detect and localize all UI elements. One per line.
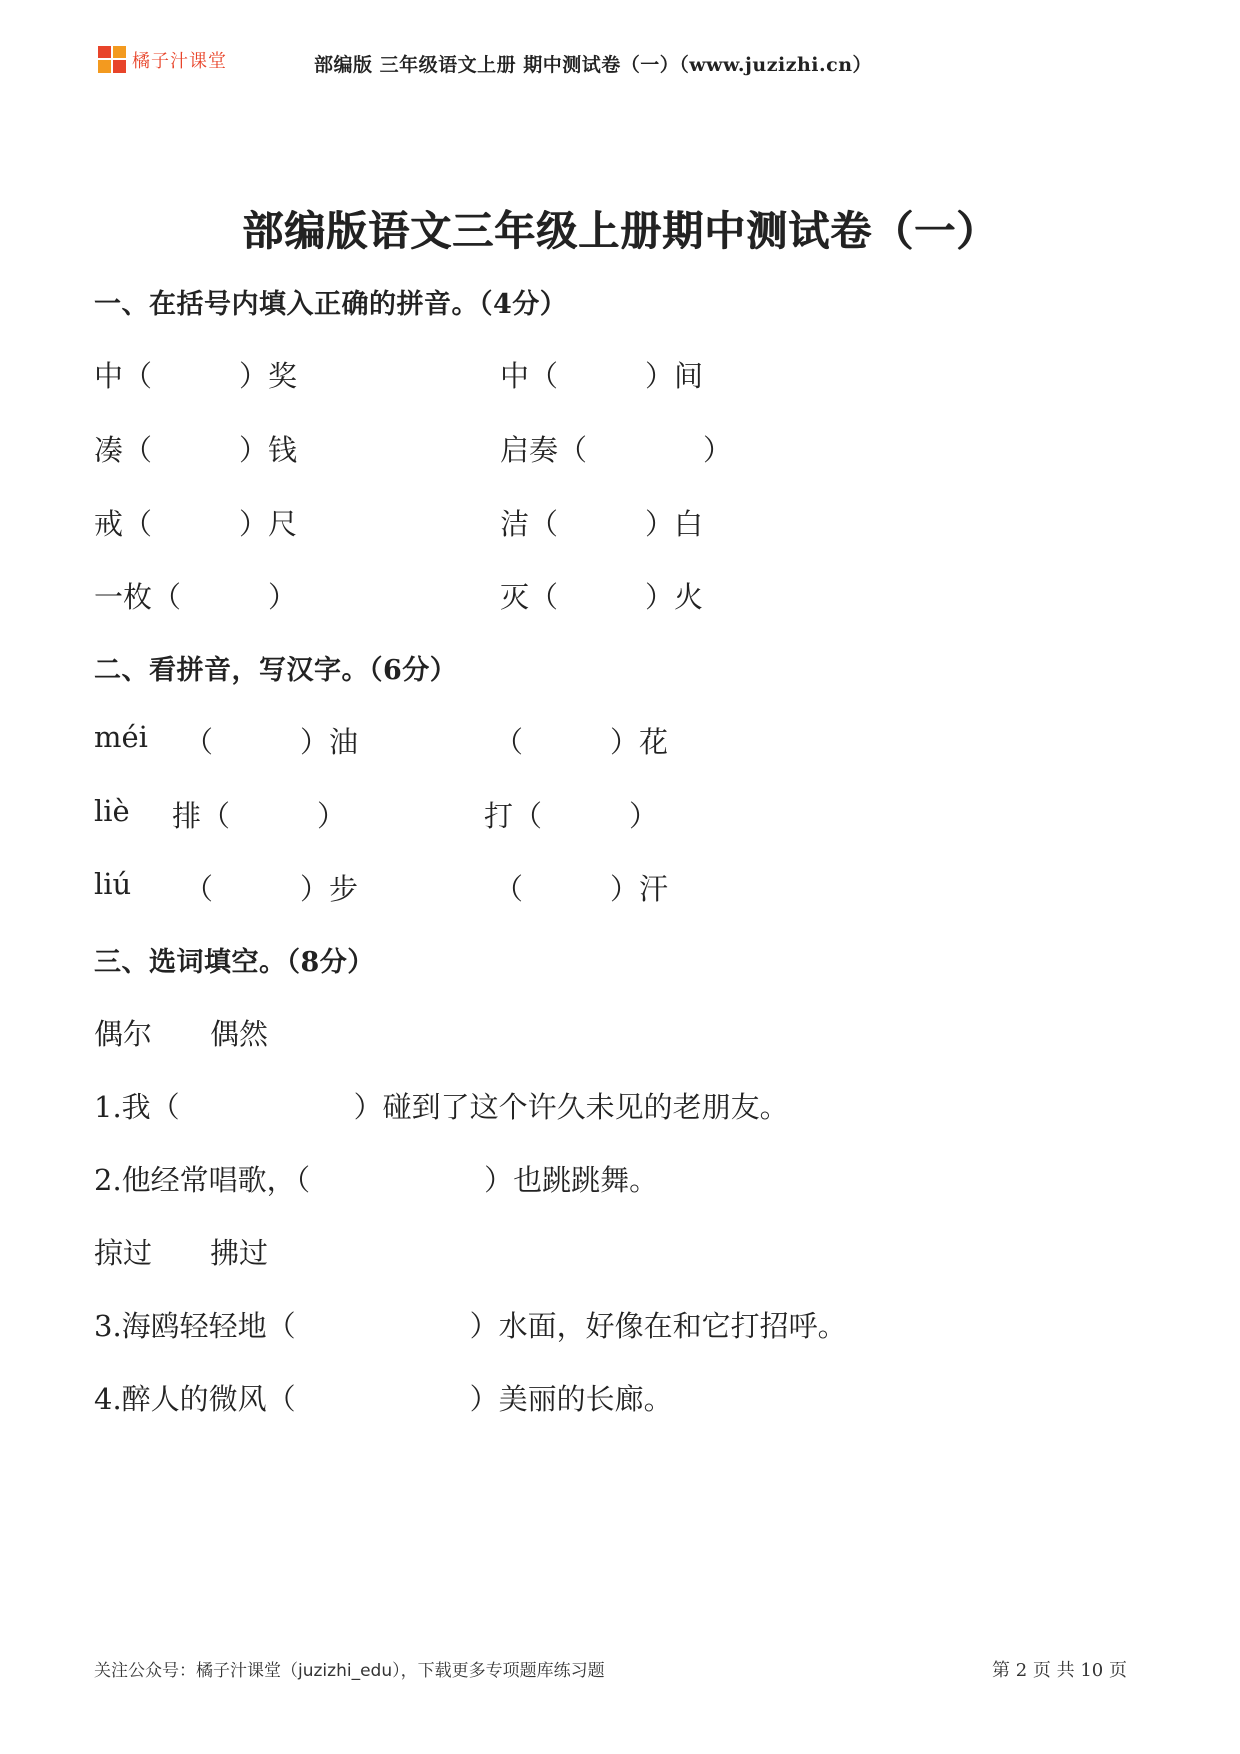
section-2-heading: 二、看拼音，写汉字。（6分） (94, 655, 458, 686)
page-title: 部编版语文三年级上册期中测试卷（一） (242, 207, 998, 255)
question-2: 2.他经常唱歌，（ ）也跳跳舞。 (94, 1163, 659, 1197)
pinyin-item: 洁（ ）白 (500, 507, 704, 541)
pinyin-item: 灭（ ）火 (500, 580, 704, 614)
pinyin-label: liú (94, 867, 132, 901)
pinyin-item: 中（ ）奖 (94, 359, 298, 393)
page-header (98, 42, 1158, 82)
question-3: 3.海鸥轻轻地（ ）水面，好像在和它打招呼。 (94, 1309, 847, 1343)
hanzi-item: 打（ ） (484, 799, 659, 833)
question-1: 1.我（ ）碰到了这个许久未见的老朋友。 (94, 1090, 789, 1124)
pinyin-item: 中（ ）间 (500, 359, 704, 393)
pinyin-item: 戒（ ）尺 (94, 507, 298, 541)
section-3-heading: 三、选词填空。（8分） (94, 947, 375, 978)
header-title: 部编版 三年级语文上册 期中测试卷（一）（www.juzizhi.cn） (314, 54, 873, 76)
pinyin-item: 凑（ ）钱 (94, 433, 298, 467)
pinyin-item: 启奏（ ） (500, 433, 733, 467)
logo-icon (98, 46, 128, 74)
question-4: 4.醉人的微风（ ）美丽的长廊。 (94, 1382, 673, 1416)
pinyin-label: méi (94, 720, 148, 754)
brand-logo (98, 46, 227, 74)
pinyin-item: 一枚（ ） (94, 580, 298, 614)
pinyin-label: liè (94, 794, 130, 828)
word-choices: 偶尔 偶然 (94, 1017, 269, 1051)
logo-text: 橘子汁课堂 (132, 51, 227, 72)
hanzi-item: （ ）步 (184, 872, 359, 906)
hanzi-item: 排（ ） (172, 799, 347, 833)
word-choices: 掠过 拂过 (94, 1236, 269, 1270)
hanzi-item: （ ）油 (184, 725, 359, 759)
hanzi-item: （ ）花 (494, 725, 669, 759)
footer-promo: 关注公众号：橘子汁课堂（juzizhi_edu），下载更多专项题库练习题 (94, 1661, 605, 1681)
section-1-heading: 一、在括号内填入正确的拼音。（4分） (94, 289, 568, 320)
page-number: 第 2 页 共 10 页 (992, 1660, 1127, 1681)
hanzi-item: （ ）汗 (494, 872, 669, 906)
